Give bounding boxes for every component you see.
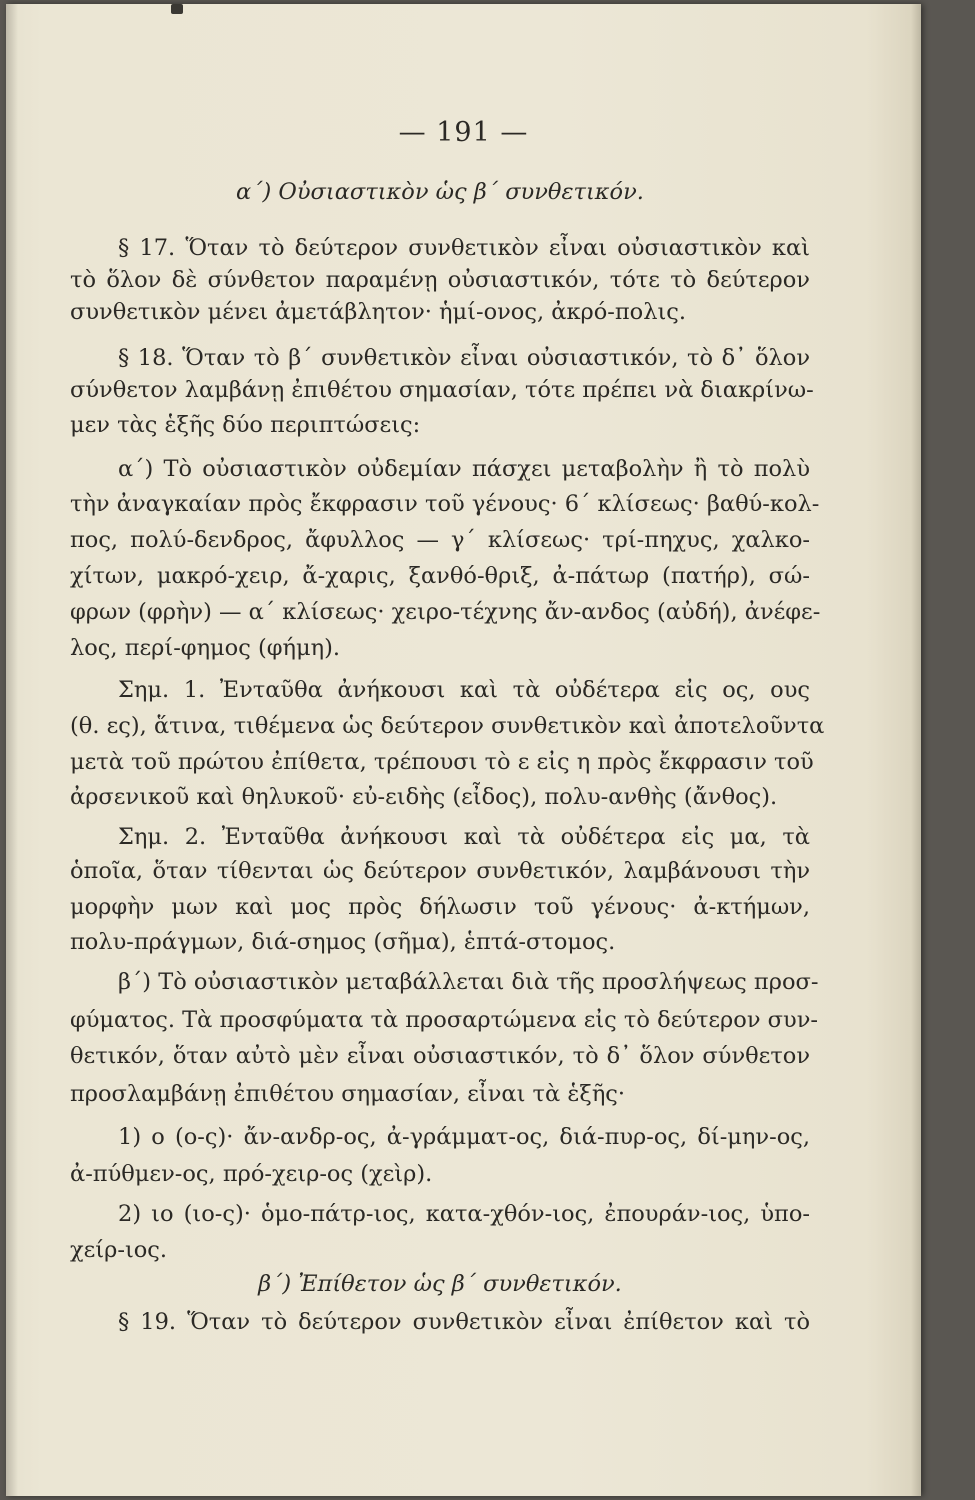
text-line: πολυ-πράγμων, διά-σημος (σῆμα), ἑπτά-στομος. — [70, 929, 616, 955]
page-edge — [911, 4, 921, 1496]
text-line: τὸ ὅλον δὲ σύνθετον παραμένῃ οὐσιαστικόν, τότε τὸ δεύτερον — [70, 267, 810, 293]
text-line: πος, πολύ-δενδρος, ἄφυλλος — γ΄ κλίσεως· τρί-πηχυς, χαλκο- — [70, 527, 810, 553]
note-line: Σημ. 2. Ἐνταῦθα ἀνήκουσι καὶ τὰ οὐδέτερα εἰς μα, τὰ — [118, 824, 810, 850]
text-line: σύνθετον λαμβάνῃ ἐπιθέτου σημασίαν, τότε πρέπει νὰ διακρίνω- — [70, 377, 814, 403]
text-line: φύματος. Τὰ προσφύματα τὰ προσαρτώμενα εἰς τὸ δεύτερον συν- — [70, 1007, 818, 1033]
ink-blot — [171, 4, 183, 14]
text-line: (θ. ες), ἅτινα, τιθέμενα ὡς δεύτερον συνθετικὸν καὶ ἀποτελοῦντα — [70, 713, 825, 739]
text-line: θετικόν, ὅταν αὐτὸ μὲν εἶναι οὐσιαστικόν, τὸ δ᾿ ὅλον σύνθετον — [70, 1043, 810, 1069]
section-heading: α΄) Οὐσιαστικὸν ὡς β΄ συνθετικόν. — [236, 179, 644, 205]
text-line: μετὰ τοῦ πρώτου ἐπίθετα, τρέπουσι τὸ ε εἰς η πρὸς ἔκφρασιν τοῦ — [70, 749, 814, 775]
text-line: λος, περί-φημος (φήμη). — [70, 635, 341, 661]
text-line: ἀρσενικοῦ καὶ θηλυκοῦ· εὐ-ειδὴς (εἶδος), πολυ-ανθὴς (ἄνθος). — [70, 784, 778, 810]
text-line: χείρ-ιος. — [70, 1237, 168, 1263]
text-line: § 18. Ὅταν τὸ β΄ συνθετικὸν εἶναι οὐσιαστικόν, τὸ δ᾿ ὅλον — [118, 345, 810, 371]
text-line: τὴν ἀναγκαίαν πρὸς ἔκφρασιν τοῦ γένους· 6΄ κλίσεως· βαθύ-κολ- — [70, 491, 820, 517]
text-line: ὁποῖα, ὅταν τίθενται ὡς δεύτερον συνθετικόν, λαμβάνουσι τὴν — [70, 858, 810, 884]
section-heading: β΄) Ἐπίθετον ὡς β΄ συνθετικόν. — [258, 1271, 622, 1297]
text-line: συνθετικὸν μένει ἀμετάβλητον· ἡμί-ονος, ἀκρό-πολις. — [70, 299, 687, 325]
note-line: Σημ. 1. Ἐνταῦθα ἀνήκουσι καὶ τὰ οὐδέτερα εἰς ος, ους — [118, 677, 810, 703]
page-number: — 191 — — [398, 117, 529, 148]
list-item: 1) ο (ο-ς)· ἄν-ανδρ-ος, ἀ-γράμματ-ος, διά-πυρ-ος, δί-μην-ος, — [118, 1124, 810, 1150]
text-line: φρων (φρὴν) — α΄ κλίσεως· χειρο-τέχνης ἄν-ανδος (αὐδή), ἀνέφε- — [70, 599, 821, 625]
text-line: § 19. Ὅταν τὸ δεύτερον συνθετικὸν εἶναι ἐπίθετον καὶ τὸ — [118, 1309, 810, 1335]
text-line: ἀ-πύθμεν-ος, πρό-χειρ-ος (χεὶρ). — [70, 1161, 433, 1187]
text-line: β΄) Τὸ οὐσιαστικὸν μεταβάλλεται διὰ τῆς προσλήψεως προσ- — [118, 969, 819, 995]
text-line: § 17. Ὅταν τὸ δεύτερον συνθετικὸν εἶναι οὐσιαστικὸν καὶ — [118, 235, 810, 261]
text-line: μεν τὰς ἑξῆς δύο περιπτώσεις: — [70, 412, 421, 438]
book-page — [6, 4, 921, 1496]
gutter-shadow — [6, 4, 18, 1496]
text-line: χίτων, μακρό-χειρ, ἄ-χαρις, ξανθό-θριξ, ἀ-πάτωρ (πατήρ), σώ- — [70, 563, 810, 589]
text-line: προσλαμβάνῃ ἐπιθέτου σημασίαν, εἶναι τὰ ἑξῆς· — [70, 1081, 626, 1107]
list-item: 2) ιο (ιο-ς)· ὁμο-πάτρ-ιος, κατα-χθόν-ιος, ἐπουράν-ιος, ὑπο- — [118, 1201, 810, 1227]
text-line: μορφὴν μων καὶ μος πρὸς δήλωσιν τοῦ γένους· ἀ-κτήμων, — [70, 894, 810, 920]
text-line: α΄) Τὸ οὐσιαστικὸν οὐδεμίαν πάσχει μεταβολὴν ἢ τὸ πολὺ — [118, 456, 810, 482]
